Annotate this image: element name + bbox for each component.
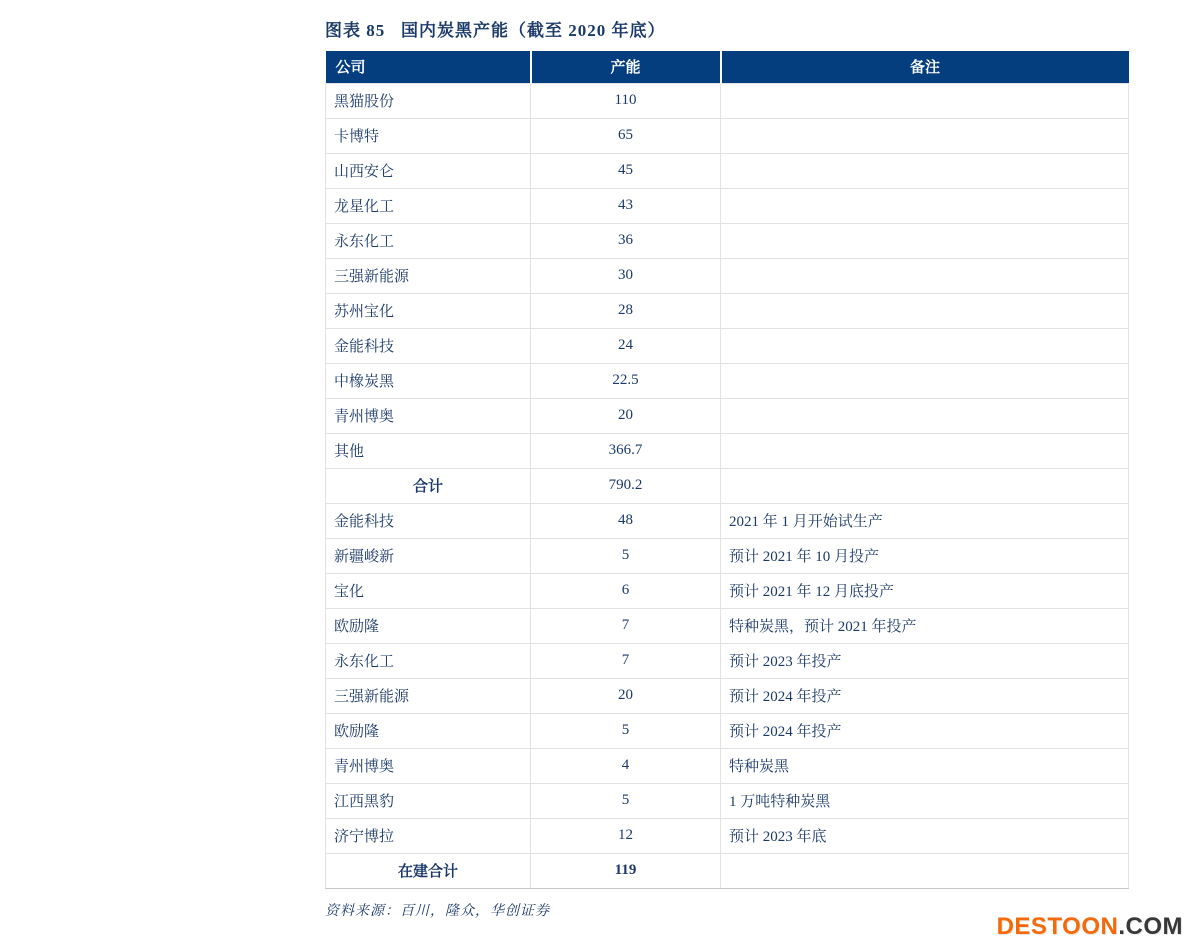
table-row — [326, 748, 1129, 783]
note-cell — [721, 363, 1129, 398]
note-cell — [721, 398, 1129, 433]
capacity-cell: 790.2 — [531, 468, 721, 503]
note-cell: 预计 2021 年 10 月投产 — [721, 538, 1129, 573]
capacity-cell: 22.5 — [531, 363, 721, 398]
company-cell: 欧励隆 — [326, 713, 531, 748]
figure-85 — [325, 12, 1128, 920]
capacity-cell: 20 — [531, 678, 721, 713]
note-cell — [721, 188, 1129, 223]
note-cell — [721, 258, 1129, 293]
company-cell: 卡博特 — [326, 118, 531, 153]
note-cell — [721, 83, 1129, 118]
table-row — [326, 433, 1129, 468]
company-cell: 新疆峻新 — [326, 538, 531, 573]
note-cell — [721, 153, 1129, 188]
note-cell: 特种炭黑，预计 2021 年投产 — [721, 608, 1129, 643]
table-row — [326, 818, 1129, 853]
table-row — [326, 83, 1129, 118]
source-note: 资料来源：百川，隆众，华创证券 — [325, 903, 550, 919]
table-row — [326, 678, 1129, 713]
company-cell: 三强新能源 — [326, 258, 531, 293]
note-cell: 2021 年 1 月开始试生产 — [721, 503, 1129, 538]
note-cell — [721, 433, 1129, 468]
note-cell — [721, 468, 1129, 503]
capacity-cell: 24 — [531, 328, 721, 363]
table-row — [326, 573, 1129, 608]
capacity-cell: 28 — [531, 293, 721, 328]
company-cell: 中橡炭黑 — [326, 363, 531, 398]
capacity-cell: 4 — [531, 748, 721, 783]
header-cell-capacity: 产能 — [531, 51, 721, 83]
capacity-cell: 366.7 — [531, 433, 721, 468]
company-cell: 青州博奥 — [326, 398, 531, 433]
table-row — [326, 643, 1129, 678]
capacity-cell: 20 — [531, 398, 721, 433]
capacity-cell: 45 — [531, 153, 721, 188]
table-row — [326, 363, 1129, 398]
table-row — [326, 223, 1129, 258]
table-row — [326, 538, 1129, 573]
header-cell-note: 备注 — [721, 51, 1129, 83]
table-total-row — [326, 468, 1129, 503]
company-cell: 其他 — [326, 433, 531, 468]
company-cell: 山西安仑 — [326, 153, 531, 188]
company-cell: 青州博奥 — [326, 748, 531, 783]
table-body — [326, 83, 1129, 888]
capacity-cell: 30 — [531, 258, 721, 293]
capacity-cell: 7 — [531, 608, 721, 643]
note-cell: 预计 2024 年投产 — [721, 713, 1129, 748]
capacity-cell: 7 — [531, 643, 721, 678]
note-cell: 特种炭黑 — [721, 748, 1129, 783]
company-cell: 江西黑豹 — [326, 783, 531, 818]
table-row — [326, 293, 1129, 328]
note-cell: 预计 2024 年投产 — [721, 678, 1129, 713]
table-row — [326, 713, 1129, 748]
capacity-cell: 5 — [531, 538, 721, 573]
company-cell: 金能科技 — [326, 328, 531, 363]
note-cell — [721, 223, 1129, 258]
company-cell: 济宁博拉 — [326, 818, 531, 853]
capacity-cell: 119 — [531, 853, 721, 888]
company-cell: 永东化工 — [326, 643, 531, 678]
company-cell: 永东化工 — [326, 223, 531, 258]
table-row — [326, 398, 1129, 433]
table-row — [326, 258, 1129, 293]
note-cell: 预计 2023 年投产 — [721, 643, 1129, 678]
header-row — [326, 51, 1129, 83]
company-cell: 龙星化工 — [326, 188, 531, 223]
table-total-row — [326, 853, 1129, 888]
table-row — [326, 328, 1129, 363]
table-header — [326, 51, 1129, 83]
destoon-logo — [997, 913, 1183, 941]
capacity-cell: 5 — [531, 713, 721, 748]
capacity-cell: 65 — [531, 118, 721, 153]
logo-brand-text: DESTOON — [996, 913, 1119, 940]
table-row — [326, 503, 1129, 538]
company-cell: 合计 — [326, 468, 531, 503]
note-cell — [721, 118, 1129, 153]
company-cell: 苏州宝化 — [326, 293, 531, 328]
header-cell-company: 公司 — [326, 51, 531, 83]
note-cell — [721, 293, 1129, 328]
company-cell: 宝化 — [326, 573, 531, 608]
capacity-cell: 48 — [531, 503, 721, 538]
logo-tld-text: .COM — [1118, 913, 1183, 940]
company-cell: 金能科技 — [326, 503, 531, 538]
capacity-cell: 5 — [531, 783, 721, 818]
company-cell: 在建合计 — [326, 853, 531, 888]
note-cell: 预计 2021 年 12 月底投产 — [721, 573, 1129, 608]
note-cell — [721, 328, 1129, 363]
table-row — [326, 783, 1129, 818]
figure-title: 图表 85 国内炭黑产能（截至 2020 年底） — [325, 21, 666, 40]
table-row — [326, 188, 1129, 223]
capacity-cell: 6 — [531, 573, 721, 608]
company-cell: 黑猫股份 — [326, 83, 531, 118]
capacity-cell: 12 — [531, 818, 721, 853]
capacity-table — [325, 51, 1129, 889]
capacity-cell: 43 — [531, 188, 721, 223]
capacity-cell: 110 — [531, 83, 721, 118]
note-cell: 1 万吨特种炭黑 — [721, 783, 1129, 818]
company-cell: 欧励隆 — [326, 608, 531, 643]
table-row — [326, 118, 1129, 153]
company-cell: 三强新能源 — [326, 678, 531, 713]
capacity-cell: 36 — [531, 223, 721, 258]
table-row — [326, 153, 1129, 188]
table-row — [326, 608, 1129, 643]
note-cell: 预计 2023 年底 — [721, 818, 1129, 853]
note-cell — [721, 853, 1129, 888]
